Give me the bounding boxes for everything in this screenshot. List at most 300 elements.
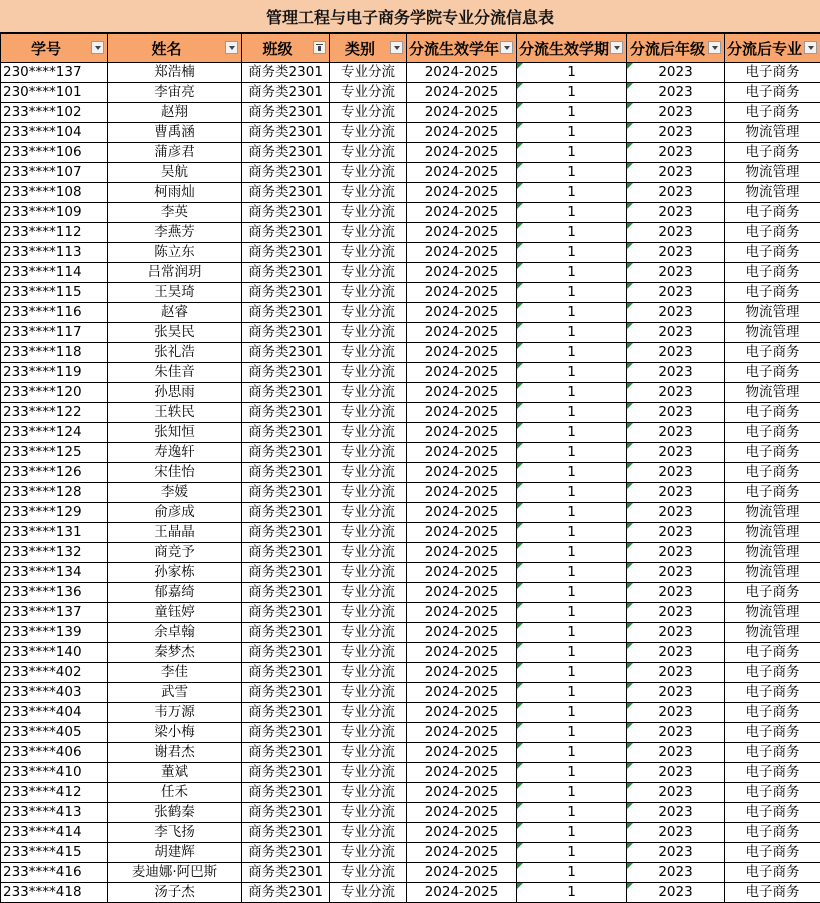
cell-effective-year[interactable]: 2024-2025 — [407, 703, 517, 723]
cell-category[interactable]: 专业分流 — [330, 183, 407, 203]
cell-category[interactable]: 专业分流 — [330, 203, 407, 223]
cell-name[interactable]: 赵翔 — [108, 103, 242, 123]
cell-category[interactable]: 专业分流 — [330, 803, 407, 823]
cell-student-id[interactable]: 233****114 — [1, 263, 108, 283]
cell-class[interactable]: 商务类2301 — [242, 543, 330, 563]
cell-class[interactable]: 商务类2301 — [242, 383, 330, 403]
cell-effective-year[interactable]: 2024-2025 — [407, 383, 517, 403]
cell-effective-term[interactable]: 1 — [517, 223, 627, 243]
cell-major[interactable]: 物流管理 — [725, 523, 820, 543]
cell-student-id[interactable]: 233****118 — [1, 343, 108, 363]
cell-category[interactable]: 专业分流 — [330, 543, 407, 563]
cell-class[interactable]: 商务类2301 — [242, 503, 330, 523]
cell-name[interactable]: 张知恒 — [108, 423, 242, 443]
cell-grade[interactable]: 2023 — [627, 383, 725, 403]
cell-category[interactable]: 专业分流 — [330, 883, 407, 903]
cell-student-id[interactable]: 233****108 — [1, 183, 108, 203]
cell-category[interactable]: 专业分流 — [330, 123, 407, 143]
cell-effective-term[interactable]: 1 — [517, 123, 627, 143]
cell-effective-year[interactable]: 2024-2025 — [407, 283, 517, 303]
cell-grade[interactable]: 2023 — [627, 623, 725, 643]
cell-effective-year[interactable]: 2024-2025 — [407, 843, 517, 863]
cell-major[interactable]: 电子商务 — [725, 683, 820, 703]
cell-student-id[interactable]: 233****128 — [1, 483, 108, 503]
cell-category[interactable]: 专业分流 — [330, 723, 407, 743]
cell-effective-term[interactable]: 1 — [517, 143, 627, 163]
cell-category[interactable]: 专业分流 — [330, 263, 407, 283]
cell-grade[interactable]: 2023 — [627, 443, 725, 463]
cell-class[interactable]: 商务类2301 — [242, 803, 330, 823]
cell-effective-year[interactable]: 2024-2025 — [407, 263, 517, 283]
filter-dropdown-icon[interactable] — [804, 41, 817, 54]
cell-class[interactable]: 商务类2301 — [242, 583, 330, 603]
cell-student-id[interactable]: 230****101 — [1, 83, 108, 103]
cell-effective-year[interactable]: 2024-2025 — [407, 643, 517, 663]
cell-major[interactable]: 物流管理 — [725, 603, 820, 623]
cell-effective-year[interactable]: 2024-2025 — [407, 783, 517, 803]
cell-class[interactable]: 商务类2301 — [242, 363, 330, 383]
cell-name[interactable]: 麦迪娜·阿巴斯 — [108, 863, 242, 883]
cell-category[interactable]: 专业分流 — [330, 603, 407, 623]
cell-effective-term[interactable]: 1 — [517, 863, 627, 883]
cell-major[interactable]: 物流管理 — [725, 183, 820, 203]
cell-grade[interactable]: 2023 — [627, 223, 725, 243]
cell-category[interactable]: 专业分流 — [330, 503, 407, 523]
cell-name[interactable]: 俞彦成 — [108, 503, 242, 523]
cell-major[interactable]: 电子商务 — [725, 663, 820, 683]
cell-student-id[interactable]: 233****117 — [1, 323, 108, 343]
cell-effective-year[interactable]: 2024-2025 — [407, 503, 517, 523]
cell-effective-year[interactable]: 2024-2025 — [407, 103, 517, 123]
cell-class[interactable]: 商务类2301 — [242, 283, 330, 303]
cell-student-id[interactable]: 233****104 — [1, 123, 108, 143]
cell-category[interactable]: 专业分流 — [330, 283, 407, 303]
cell-effective-term[interactable]: 1 — [517, 443, 627, 463]
cell-class[interactable]: 商务类2301 — [242, 443, 330, 463]
cell-name[interactable]: 李媛 — [108, 483, 242, 503]
cell-effective-year[interactable]: 2024-2025 — [407, 143, 517, 163]
cell-category[interactable]: 专业分流 — [330, 623, 407, 643]
cell-effective-year[interactable]: 2024-2025 — [407, 683, 517, 703]
cell-category[interactable]: 专业分流 — [330, 403, 407, 423]
cell-major[interactable]: 电子商务 — [725, 103, 820, 123]
cell-name[interactable]: 董斌 — [108, 763, 242, 783]
cell-grade[interactable]: 2023 — [627, 563, 725, 583]
cell-class[interactable]: 商务类2301 — [242, 783, 330, 803]
cell-class[interactable]: 商务类2301 — [242, 83, 330, 103]
cell-effective-term[interactable]: 1 — [517, 583, 627, 603]
cell-category[interactable]: 专业分流 — [330, 783, 407, 803]
cell-effective-year[interactable]: 2024-2025 — [407, 543, 517, 563]
cell-grade[interactable]: 2023 — [627, 723, 725, 743]
cell-effective-term[interactable]: 1 — [517, 783, 627, 803]
cell-grade[interactable]: 2023 — [627, 543, 725, 563]
sheet-title[interactable]: 管理工程与电子商务学院专业分流信息表 — [0, 0, 820, 33]
cell-effective-term[interactable]: 1 — [517, 763, 627, 783]
cell-major[interactable]: 电子商务 — [725, 783, 820, 803]
cell-category[interactable]: 专业分流 — [330, 63, 407, 83]
column-header-category[interactable]: 类别 — [330, 34, 407, 63]
cell-grade[interactable]: 2023 — [627, 63, 725, 83]
cell-grade[interactable]: 2023 — [627, 483, 725, 503]
cell-effective-term[interactable]: 1 — [517, 843, 627, 863]
cell-effective-year[interactable]: 2024-2025 — [407, 463, 517, 483]
cell-effective-term[interactable]: 1 — [517, 163, 627, 183]
cell-class[interactable]: 商务类2301 — [242, 263, 330, 283]
cell-class[interactable]: 商务类2301 — [242, 623, 330, 643]
cell-grade[interactable]: 2023 — [627, 363, 725, 383]
cell-class[interactable]: 商务类2301 — [242, 843, 330, 863]
cell-class[interactable]: 商务类2301 — [242, 303, 330, 323]
cell-effective-term[interactable]: 1 — [517, 723, 627, 743]
column-header-effective-term[interactable]: 分流生效学期 — [517, 34, 627, 63]
cell-name[interactable]: 孙家栋 — [108, 563, 242, 583]
cell-class[interactable]: 商务类2301 — [242, 423, 330, 443]
cell-effective-year[interactable]: 2024-2025 — [407, 303, 517, 323]
cell-student-id[interactable]: 233****125 — [1, 443, 108, 463]
cell-name[interactable]: 梁小梅 — [108, 723, 242, 743]
cell-class[interactable]: 商务类2301 — [242, 203, 330, 223]
cell-major[interactable]: 电子商务 — [725, 463, 820, 483]
cell-category[interactable]: 专业分流 — [330, 763, 407, 783]
cell-student-id[interactable]: 233****131 — [1, 523, 108, 543]
filter-dropdown-icon[interactable] — [390, 41, 403, 54]
cell-major[interactable]: 电子商务 — [725, 223, 820, 243]
cell-class[interactable]: 商务类2301 — [242, 323, 330, 343]
cell-student-id[interactable]: 233****107 — [1, 163, 108, 183]
cell-effective-term[interactable]: 1 — [517, 283, 627, 303]
cell-category[interactable]: 专业分流 — [330, 243, 407, 263]
cell-name[interactable]: 郑浩楠 — [108, 63, 242, 83]
cell-effective-term[interactable]: 1 — [517, 103, 627, 123]
cell-effective-term[interactable]: 1 — [517, 463, 627, 483]
cell-student-id[interactable]: 233****414 — [1, 823, 108, 843]
cell-student-id[interactable]: 233****122 — [1, 403, 108, 423]
cell-grade[interactable]: 2023 — [627, 243, 725, 263]
cell-effective-term[interactable]: 1 — [517, 883, 627, 903]
cell-student-id[interactable]: 233****405 — [1, 723, 108, 743]
cell-student-id[interactable]: 233****116 — [1, 303, 108, 323]
cell-effective-term[interactable]: 1 — [517, 83, 627, 103]
cell-effective-year[interactable]: 2024-2025 — [407, 523, 517, 543]
cell-effective-term[interactable]: 1 — [517, 623, 627, 643]
cell-grade[interactable]: 2023 — [627, 183, 725, 203]
cell-effective-term[interactable]: 1 — [517, 803, 627, 823]
cell-major[interactable]: 物流管理 — [725, 543, 820, 563]
cell-class[interactable]: 商务类2301 — [242, 683, 330, 703]
column-header-effective-year[interactable]: 分流生效学年 — [407, 34, 517, 63]
cell-grade[interactable]: 2023 — [627, 143, 725, 163]
cell-class[interactable]: 商务类2301 — [242, 883, 330, 903]
cell-grade[interactable]: 2023 — [627, 863, 725, 883]
cell-category[interactable]: 专业分流 — [330, 663, 407, 683]
cell-student-id[interactable]: 233****406 — [1, 743, 108, 763]
cell-name[interactable]: 陈立东 — [108, 243, 242, 263]
cell-category[interactable]: 专业分流 — [330, 483, 407, 503]
cell-category[interactable]: 专业分流 — [330, 363, 407, 383]
cell-class[interactable]: 商务类2301 — [242, 243, 330, 263]
cell-name[interactable]: 李佳 — [108, 663, 242, 683]
cell-major[interactable]: 电子商务 — [725, 703, 820, 723]
cell-effective-year[interactable]: 2024-2025 — [407, 203, 517, 223]
cell-grade[interactable]: 2023 — [627, 743, 725, 763]
cell-effective-year[interactable]: 2024-2025 — [407, 423, 517, 443]
cell-effective-year[interactable]: 2024-2025 — [407, 863, 517, 883]
cell-grade[interactable]: 2023 — [627, 783, 725, 803]
cell-student-id[interactable]: 233****403 — [1, 683, 108, 703]
cell-student-id[interactable]: 233****136 — [1, 583, 108, 603]
cell-grade[interactable]: 2023 — [627, 583, 725, 603]
cell-effective-term[interactable]: 1 — [517, 63, 627, 83]
cell-student-id[interactable]: 230****137 — [1, 63, 108, 83]
cell-category[interactable]: 专业分流 — [330, 643, 407, 663]
cell-major[interactable]: 电子商务 — [725, 643, 820, 663]
cell-effective-term[interactable]: 1 — [517, 403, 627, 423]
cell-student-id[interactable]: 233****119 — [1, 363, 108, 383]
cell-name[interactable]: 王昊琦 — [108, 283, 242, 303]
column-header-class[interactable]: 班级 — [242, 34, 330, 63]
cell-effective-term[interactable]: 1 — [517, 383, 627, 403]
cell-class[interactable]: 商务类2301 — [242, 663, 330, 683]
cell-student-id[interactable]: 233****140 — [1, 643, 108, 663]
cell-category[interactable]: 专业分流 — [330, 743, 407, 763]
cell-grade[interactable]: 2023 — [627, 683, 725, 703]
cell-class[interactable]: 商务类2301 — [242, 343, 330, 363]
cell-grade[interactable]: 2023 — [627, 803, 725, 823]
cell-effective-year[interactable]: 2024-2025 — [407, 603, 517, 623]
cell-name[interactable]: 李燕芳 — [108, 223, 242, 243]
cell-class[interactable]: 商务类2301 — [242, 703, 330, 723]
filter-active-icon[interactable] — [313, 41, 326, 54]
cell-major[interactable]: 电子商务 — [725, 583, 820, 603]
cell-class[interactable]: 商务类2301 — [242, 643, 330, 663]
cell-effective-year[interactable]: 2024-2025 — [407, 763, 517, 783]
cell-major[interactable]: 物流管理 — [725, 383, 820, 403]
cell-category[interactable]: 专业分流 — [330, 583, 407, 603]
cell-effective-year[interactable]: 2024-2025 — [407, 883, 517, 903]
column-header-name[interactable]: 姓名 — [108, 34, 242, 63]
cell-effective-term[interactable]: 1 — [517, 483, 627, 503]
cell-grade[interactable]: 2023 — [627, 503, 725, 523]
cell-effective-year[interactable]: 2024-2025 — [407, 363, 517, 383]
cell-category[interactable]: 专业分流 — [330, 683, 407, 703]
cell-category[interactable]: 专业分流 — [330, 383, 407, 403]
cell-major[interactable]: 电子商务 — [725, 803, 820, 823]
cell-class[interactable]: 商务类2301 — [242, 483, 330, 503]
cell-category[interactable]: 专业分流 — [330, 83, 407, 103]
cell-effective-year[interactable]: 2024-2025 — [407, 243, 517, 263]
cell-category[interactable]: 专业分流 — [330, 823, 407, 843]
cell-effective-year[interactable]: 2024-2025 — [407, 823, 517, 843]
cell-major[interactable]: 电子商务 — [725, 843, 820, 863]
cell-major[interactable]: 电子商务 — [725, 883, 820, 903]
cell-major[interactable]: 电子商务 — [725, 243, 820, 263]
cell-grade[interactable]: 2023 — [627, 423, 725, 443]
cell-name[interactable]: 秦梦杰 — [108, 643, 242, 663]
cell-category[interactable]: 专业分流 — [330, 863, 407, 883]
cell-class[interactable]: 商务类2301 — [242, 743, 330, 763]
cell-major[interactable]: 物流管理 — [725, 563, 820, 583]
cell-category[interactable]: 专业分流 — [330, 303, 407, 323]
cell-class[interactable]: 商务类2301 — [242, 183, 330, 203]
cell-effective-term[interactable]: 1 — [517, 243, 627, 263]
cell-effective-year[interactable]: 2024-2025 — [407, 663, 517, 683]
cell-category[interactable]: 专业分流 — [330, 323, 407, 343]
cell-grade[interactable]: 2023 — [627, 663, 725, 683]
cell-grade[interactable]: 2023 — [627, 303, 725, 323]
cell-student-id[interactable]: 233****112 — [1, 223, 108, 243]
cell-student-id[interactable]: 233****413 — [1, 803, 108, 823]
cell-name[interactable]: 王晶晶 — [108, 523, 242, 543]
cell-name[interactable]: 李飞扬 — [108, 823, 242, 843]
cell-grade[interactable]: 2023 — [627, 643, 725, 663]
cell-class[interactable]: 商务类2301 — [242, 403, 330, 423]
cell-effective-term[interactable]: 1 — [517, 343, 627, 363]
cell-class[interactable]: 商务类2301 — [242, 523, 330, 543]
cell-category[interactable]: 专业分流 — [330, 523, 407, 543]
cell-name[interactable]: 孙思雨 — [108, 383, 242, 403]
cell-effective-year[interactable]: 2024-2025 — [407, 743, 517, 763]
cell-effective-term[interactable]: 1 — [517, 423, 627, 443]
cell-category[interactable]: 专业分流 — [330, 143, 407, 163]
cell-major[interactable]: 电子商务 — [725, 143, 820, 163]
cell-class[interactable]: 商务类2301 — [242, 103, 330, 123]
cell-effective-year[interactable]: 2024-2025 — [407, 443, 517, 463]
cell-grade[interactable]: 2023 — [627, 883, 725, 903]
cell-name[interactable]: 柯雨灿 — [108, 183, 242, 203]
cell-name[interactable]: 张鹤秦 — [108, 803, 242, 823]
cell-effective-year[interactable]: 2024-2025 — [407, 63, 517, 83]
cell-class[interactable]: 商务类2301 — [242, 123, 330, 143]
cell-grade[interactable]: 2023 — [627, 403, 725, 423]
cell-effective-term[interactable]: 1 — [517, 563, 627, 583]
cell-student-id[interactable]: 233****139 — [1, 623, 108, 643]
cell-name[interactable]: 谢君杰 — [108, 743, 242, 763]
cell-major[interactable]: 电子商务 — [725, 863, 820, 883]
cell-class[interactable]: 商务类2301 — [242, 823, 330, 843]
cell-effective-term[interactable]: 1 — [517, 643, 627, 663]
cell-major[interactable]: 物流管理 — [725, 303, 820, 323]
cell-category[interactable]: 专业分流 — [330, 163, 407, 183]
cell-name[interactable]: 曹禹涵 — [108, 123, 242, 143]
cell-name[interactable]: 汤子杰 — [108, 883, 242, 903]
cell-effective-term[interactable]: 1 — [517, 363, 627, 383]
cell-student-id[interactable]: 233****129 — [1, 503, 108, 523]
cell-effective-year[interactable]: 2024-2025 — [407, 483, 517, 503]
cell-name[interactable]: 胡建辉 — [108, 843, 242, 863]
filter-dropdown-icon[interactable] — [225, 41, 238, 54]
cell-class[interactable]: 商务类2301 — [242, 163, 330, 183]
cell-grade[interactable]: 2023 — [627, 523, 725, 543]
cell-class[interactable]: 商务类2301 — [242, 863, 330, 883]
cell-effective-year[interactable]: 2024-2025 — [407, 83, 517, 103]
cell-major[interactable]: 物流管理 — [725, 323, 820, 343]
cell-category[interactable]: 专业分流 — [330, 423, 407, 443]
cell-name[interactable]: 朱佳音 — [108, 363, 242, 383]
cell-student-id[interactable]: 233****134 — [1, 563, 108, 583]
cell-effective-term[interactable]: 1 — [517, 303, 627, 323]
cell-major[interactable]: 物流管理 — [725, 623, 820, 643]
cell-major[interactable]: 电子商务 — [725, 403, 820, 423]
cell-grade[interactable]: 2023 — [627, 283, 725, 303]
cell-student-id[interactable]: 233****115 — [1, 283, 108, 303]
cell-effective-term[interactable]: 1 — [517, 203, 627, 223]
cell-effective-term[interactable]: 1 — [517, 523, 627, 543]
cell-effective-term[interactable]: 1 — [517, 603, 627, 623]
cell-major[interactable]: 电子商务 — [725, 263, 820, 283]
cell-effective-year[interactable]: 2024-2025 — [407, 123, 517, 143]
cell-category[interactable]: 专业分流 — [330, 463, 407, 483]
cell-class[interactable]: 商务类2301 — [242, 563, 330, 583]
cell-major[interactable]: 电子商务 — [725, 203, 820, 223]
cell-major[interactable]: 物流管理 — [725, 163, 820, 183]
cell-name[interactable]: 吕常润玥 — [108, 263, 242, 283]
cell-grade[interactable]: 2023 — [627, 703, 725, 723]
cell-student-id[interactable]: 233****418 — [1, 883, 108, 903]
cell-category[interactable]: 专业分流 — [330, 343, 407, 363]
cell-major[interactable]: 电子商务 — [725, 743, 820, 763]
column-header-grade[interactable]: 分流后年级 — [627, 34, 725, 63]
cell-student-id[interactable]: 233****124 — [1, 423, 108, 443]
cell-name[interactable]: 童钰婷 — [108, 603, 242, 623]
cell-name[interactable]: 余卓翰 — [108, 623, 242, 643]
cell-student-id[interactable]: 233****412 — [1, 783, 108, 803]
cell-name[interactable]: 张昊民 — [108, 323, 242, 343]
cell-effective-year[interactable]: 2024-2025 — [407, 403, 517, 423]
cell-class[interactable]: 商务类2301 — [242, 63, 330, 83]
cell-effective-year[interactable]: 2024-2025 — [407, 723, 517, 743]
cell-name[interactable]: 张礼浩 — [108, 343, 242, 363]
cell-effective-term[interactable]: 1 — [517, 503, 627, 523]
cell-category[interactable]: 专业分流 — [330, 103, 407, 123]
cell-grade[interactable]: 2023 — [627, 163, 725, 183]
cell-effective-year[interactable]: 2024-2025 — [407, 223, 517, 243]
cell-grade[interactable]: 2023 — [627, 123, 725, 143]
cell-name[interactable]: 李英 — [108, 203, 242, 223]
cell-student-id[interactable]: 233****102 — [1, 103, 108, 123]
cell-class[interactable]: 商务类2301 — [242, 463, 330, 483]
cell-effective-term[interactable]: 1 — [517, 683, 627, 703]
cell-name[interactable]: 武雪 — [108, 683, 242, 703]
cell-major[interactable]: 物流管理 — [725, 123, 820, 143]
cell-name[interactable]: 宋佳怡 — [108, 463, 242, 483]
cell-grade[interactable]: 2023 — [627, 843, 725, 863]
cell-grade[interactable]: 2023 — [627, 323, 725, 343]
cell-effective-year[interactable]: 2024-2025 — [407, 623, 517, 643]
cell-name[interactable]: 蒲彦君 — [108, 143, 242, 163]
cell-major[interactable]: 电子商务 — [725, 363, 820, 383]
cell-class[interactable]: 商务类2301 — [242, 723, 330, 743]
cell-effective-year[interactable]: 2024-2025 — [407, 343, 517, 363]
cell-grade[interactable]: 2023 — [627, 463, 725, 483]
cell-effective-term[interactable]: 1 — [517, 263, 627, 283]
cell-grade[interactable]: 2023 — [627, 603, 725, 623]
cell-name[interactable]: 郁嘉绮 — [108, 583, 242, 603]
cell-major[interactable]: 电子商务 — [725, 283, 820, 303]
cell-category[interactable]: 专业分流 — [330, 843, 407, 863]
cell-effective-year[interactable]: 2024-2025 — [407, 803, 517, 823]
cell-student-id[interactable]: 233****120 — [1, 383, 108, 403]
cell-class[interactable]: 商务类2301 — [242, 603, 330, 623]
cell-name[interactable]: 寿逸轩 — [108, 443, 242, 463]
cell-class[interactable]: 商务类2301 — [242, 223, 330, 243]
cell-effective-term[interactable]: 1 — [517, 743, 627, 763]
cell-effective-year[interactable]: 2024-2025 — [407, 583, 517, 603]
cell-grade[interactable]: 2023 — [627, 763, 725, 783]
filter-dropdown-icon[interactable] — [610, 41, 623, 54]
cell-grade[interactable]: 2023 — [627, 263, 725, 283]
filter-dropdown-icon[interactable] — [708, 41, 721, 54]
